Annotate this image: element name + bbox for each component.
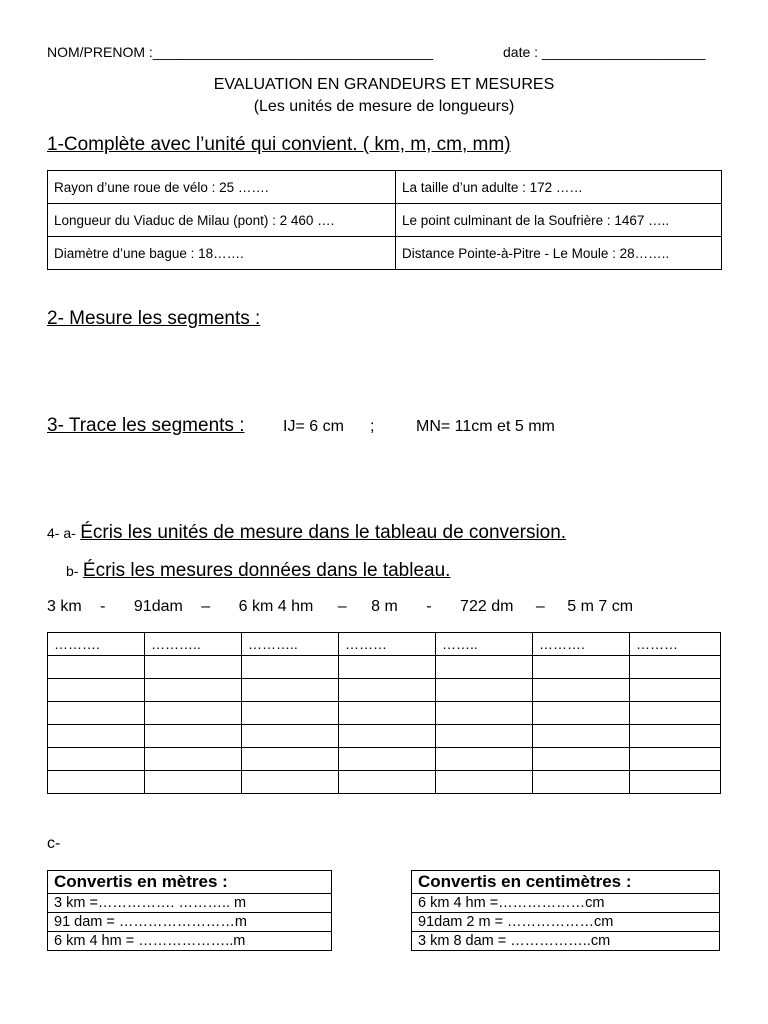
measure-separator: – [337, 598, 347, 615]
units-cell: Le point culminant de la Soufrière : 1467 ….. [396, 204, 722, 237]
convert-cm-title: Convertis en centimètres : [412, 871, 720, 894]
section2-heading: 2- Mesure les segments : [47, 308, 261, 329]
convert-meters-row: 91 dam = ……………………m [48, 913, 332, 932]
convert-cm-table [411, 870, 720, 951]
table-row [48, 932, 332, 951]
table-row [48, 894, 332, 913]
name-label: NOM/PRENOM : [47, 44, 153, 60]
section4b-text: Écris les mesures données dans le tableau. [82, 560, 451, 581]
measure-separator: - [100, 598, 106, 615]
measure-separator: – [535, 598, 545, 615]
table-row [48, 679, 721, 702]
unit-header-cell: ……….. [242, 633, 339, 656]
table-header-row [412, 871, 720, 894]
unit-header-cell: ……….. [145, 633, 242, 656]
unit-header-cell: ………. [48, 633, 145, 656]
section4b-prefix: b- [66, 563, 79, 579]
convert-cm-row: 91dam 2 m = ………………cm [412, 913, 720, 932]
table-row [412, 932, 720, 951]
units-cell: Rayon d’une roue de vélo : 25 ……. [48, 171, 396, 204]
segment-separator: ; [370, 418, 375, 435]
date-line: _____________________ [541, 44, 706, 60]
measure-item: 6 km 4 hm [238, 598, 314, 615]
section3-heading: 3- Trace les segments : [47, 415, 245, 436]
conversion-table [47, 632, 721, 794]
measure-separator: – [201, 598, 211, 615]
table-row [48, 725, 721, 748]
page-subtitle: (Les unités de mesure de longueurs) [253, 98, 515, 115]
date-label: date : [503, 44, 539, 60]
section4a-text: Écris les unités de mesure dans le tableau de conversion. [80, 522, 567, 543]
table-row [48, 748, 721, 771]
table-header-row [48, 633, 721, 656]
unit-header-cell: ………. [533, 633, 630, 656]
table-row [48, 702, 721, 725]
convert-meters-title: Convertis en mètres : [48, 871, 332, 894]
section-c-label: c- [47, 835, 61, 852]
table-row [48, 913, 332, 932]
measure-item: 722 dm [460, 598, 514, 615]
section4b-row [66, 560, 450, 582]
segment-ij: IJ= 6 cm [283, 418, 344, 435]
units-cell: Distance Pointe-à-Pitre - Le Moule : 28…….. [396, 237, 722, 270]
measure-item: 3 km [47, 598, 82, 615]
units-cell: La taille d’un adulte : 172 …… [396, 171, 722, 204]
table-row [48, 237, 722, 270]
units-table [47, 170, 722, 270]
table-header-row [48, 871, 332, 894]
section4a-row [47, 522, 566, 544]
section1-heading: 1-Complète avec l’unité qui convient. ( km, m, cm, mm) [47, 134, 511, 155]
date-field-row [503, 44, 705, 60]
table-row [48, 171, 722, 204]
units-cell: Diamètre d’une bague : 18……. [48, 237, 396, 270]
table-row [48, 656, 721, 679]
table-row [412, 913, 720, 932]
section4a-prefix: 4- a- [47, 525, 76, 541]
convert-meters-row: 3 km =……………. ……….. m [48, 894, 332, 913]
unit-header-cell: …….. [436, 633, 533, 656]
unit-header-cell: ……… [630, 633, 721, 656]
convert-cm-row: 3 km 8 dam = ……………..cm [412, 932, 720, 951]
measure-item: 91dam [133, 598, 183, 615]
name-field-row [47, 44, 433, 60]
measure-item: 5 m 7 cm [567, 598, 634, 615]
units-cell: Longueur du Viaduc de Milau (pont) : 2 460 …. [48, 204, 396, 237]
measure-separator: - [426, 598, 432, 615]
convert-meters-table [47, 870, 332, 951]
convert-cm-row: 6 km 4 hm =………………cm [412, 894, 720, 913]
table-row [48, 771, 721, 794]
table-row [412, 894, 720, 913]
measure-item: 8 m [371, 598, 398, 615]
measures-list [47, 598, 633, 616]
unit-header-cell: ……… [339, 633, 436, 656]
page-title: EVALUATION EN GRANDEURS ET MESURES [213, 76, 555, 93]
segment-mn: MN= 11cm et 5 mm [416, 418, 555, 435]
convert-meters-row: 6 km 4 hm = ………………..m [48, 932, 332, 951]
name-line: ____________________________________ [152, 44, 434, 60]
table-row [48, 204, 722, 237]
